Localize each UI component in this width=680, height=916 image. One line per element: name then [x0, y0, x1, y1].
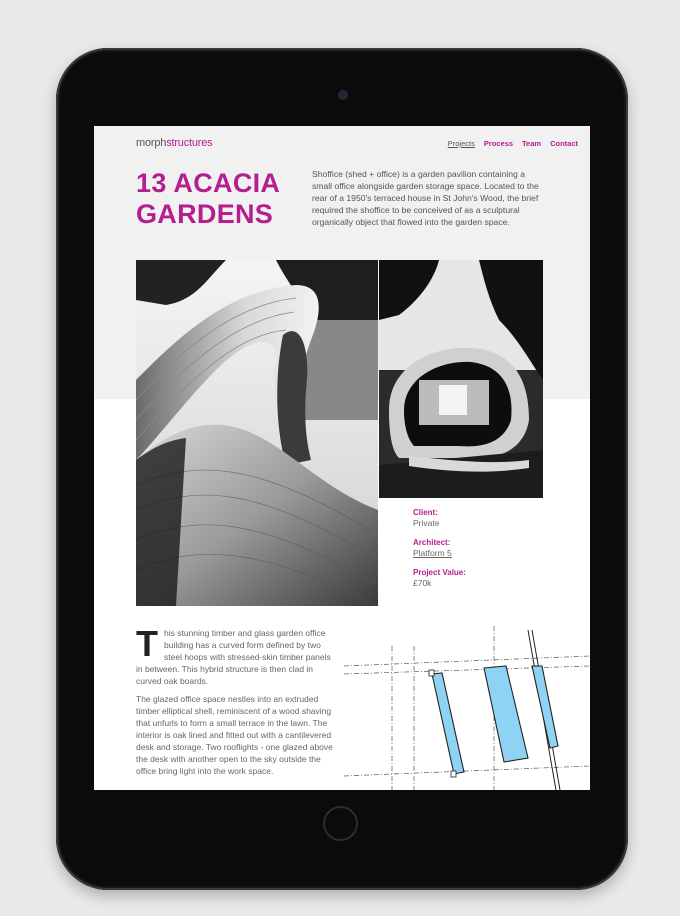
- project-value: £70k: [413, 578, 432, 588]
- nav-contact[interactable]: Contact: [550, 139, 578, 148]
- description-paragraph-1: [136, 623, 336, 687]
- project-meta: [413, 507, 533, 597]
- project-description: [136, 623, 336, 783]
- dropcap: T: [136, 623, 158, 664]
- screen: [94, 126, 590, 790]
- architect-link[interactable]: Platform 5: [413, 548, 452, 558]
- page-title: 13 ACACIA GARDENS: [136, 168, 280, 229]
- logo-part-morph: morph: [136, 137, 167, 149]
- project-value-label: Project Value:: [413, 568, 466, 577]
- logo-part-structures: structures: [166, 137, 213, 149]
- architect-label: Architect:: [413, 538, 451, 547]
- home-button[interactable]: [323, 806, 358, 841]
- description-paragraph-2: The glazed office space nestles into an extruded timber elliptical shell, reminiscent of a wood shaving that unfurls to form a small terrace in the lawn. The interior is oak lined and fitted out with a cantilevered desk and storage. Two rooflights - one glazed above the desk with another open to the sky outside the office bring light into the work space.: [136, 694, 333, 776]
- description-text-1: his stunning timber and glass garden office building has a curved form defined by two steel hoops with stressed-skin timber panels in between. This hybrid structure is then clad in curved oak boards.: [136, 628, 331, 686]
- nav-team[interactable]: Team: [522, 139, 542, 148]
- project-intro: Shoffice (shed + office) is a garden pavilion containing a small office alongside garden storage space. Located to the rear of a 1950's terraced house in St John's Wood, the brief required the shoffice to be conceived of as a sculptural organically object that flowed into the garden space.: [312, 169, 539, 228]
- night-view-photo: [379, 260, 543, 498]
- client-value: Private: [413, 518, 440, 528]
- tablet-device: [56, 48, 628, 890]
- main-nav: [448, 139, 578, 148]
- logo[interactable]: [136, 137, 212, 149]
- project-photo-main: [136, 260, 378, 606]
- client-label: Client:: [413, 508, 438, 517]
- section-drawing: [344, 626, 590, 790]
- project-photo-night: [379, 260, 543, 498]
- timber-shell-photo: [136, 260, 378, 606]
- nav-projects[interactable]: Projects: [447, 139, 475, 148]
- camera-icon: [339, 91, 347, 99]
- nav-process[interactable]: Process: [483, 139, 514, 148]
